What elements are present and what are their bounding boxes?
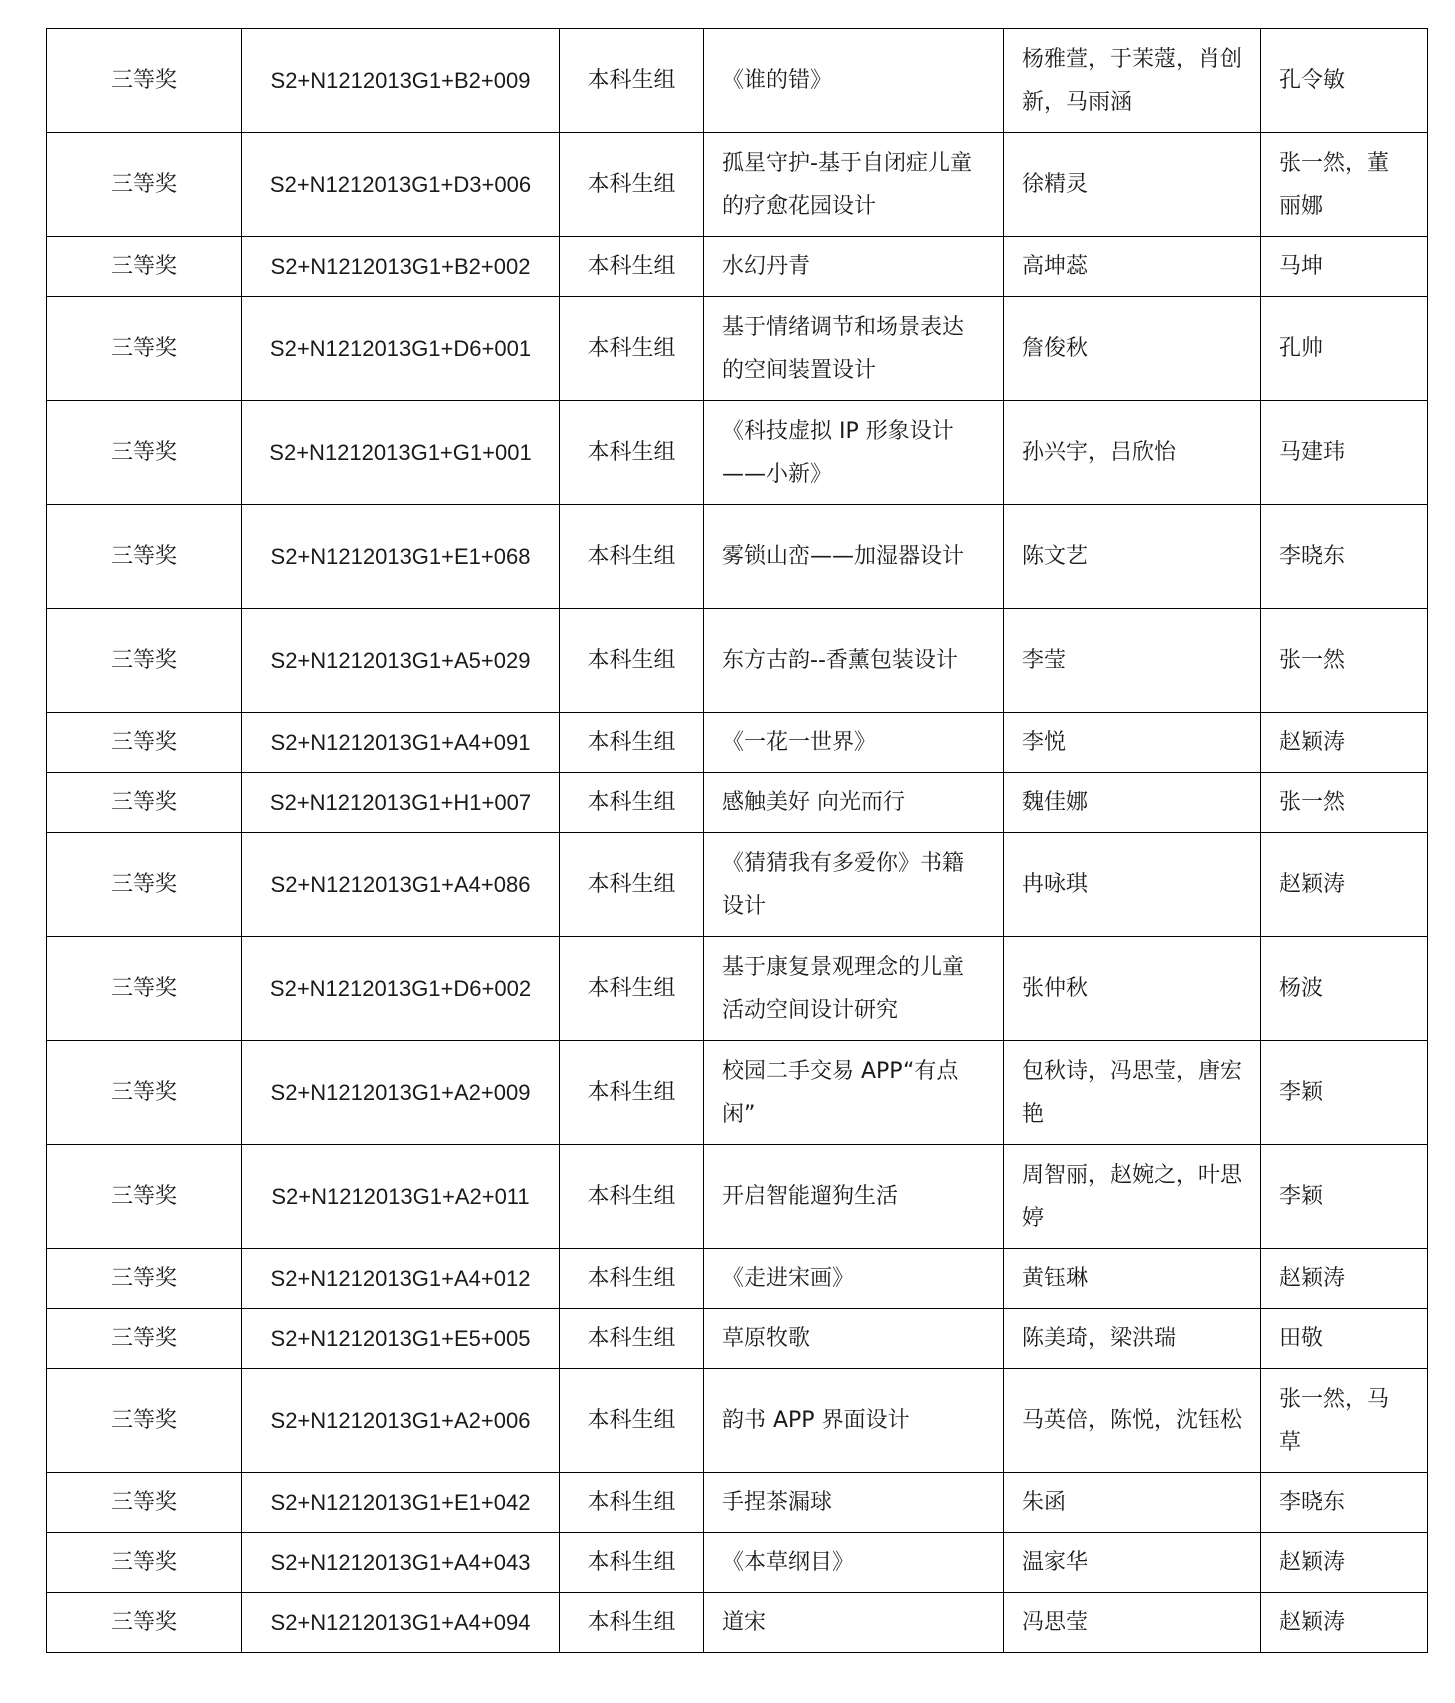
work-title-cell: 韵书 APP 界面设计: [704, 1369, 1004, 1473]
work-title-cell: 感触美好 向光而行: [704, 773, 1004, 833]
work-code-cell: S2+N1212013G1+E1+042: [242, 1473, 560, 1533]
work-code-cell: S2+N1212013G1+A4+091: [242, 713, 560, 773]
group-cell: 本科生组: [560, 1369, 704, 1473]
advisers-cell: 马建玮: [1261, 401, 1428, 505]
advisers-cell: 李颖: [1261, 1041, 1428, 1145]
authors-cell: 温家华: [1004, 1533, 1261, 1593]
group-cell: 本科生组: [560, 505, 704, 609]
prize-cell: 三等奖: [47, 237, 242, 297]
group-cell: 本科生组: [560, 1533, 704, 1593]
prize-cell: 三等奖: [47, 937, 242, 1041]
authors-cell: 高坤蕊: [1004, 237, 1261, 297]
work-title-cell: 手捏茶漏球: [704, 1473, 1004, 1533]
table-row: [47, 1533, 1428, 1593]
advisers-cell: 张一然，马草: [1261, 1369, 1428, 1473]
work-code-cell: S2+N1212013G1+A2+006: [242, 1369, 560, 1473]
work-title-cell: 开启智能遛狗生活: [704, 1145, 1004, 1249]
work-code-cell: S2+N1212013G1+H1+007: [242, 773, 560, 833]
work-code-cell: S2+N1212013G1+A2+009: [242, 1041, 560, 1145]
table-row: [47, 1369, 1428, 1473]
authors-cell: 李悦: [1004, 713, 1261, 773]
table-row: [47, 609, 1428, 713]
prize-cell: 三等奖: [47, 609, 242, 713]
group-cell: 本科生组: [560, 1473, 704, 1533]
work-title-cell: 草原牧歌: [704, 1309, 1004, 1369]
group-cell: 本科生组: [560, 297, 704, 401]
group-cell: 本科生组: [560, 133, 704, 237]
prize-cell: 三等奖: [47, 713, 242, 773]
table-row: [47, 1309, 1428, 1369]
prize-cell: 三等奖: [47, 133, 242, 237]
work-title-cell: 孤星守护-基于自闭症儿童的疗愈花园设计: [704, 133, 1004, 237]
group-cell: 本科生组: [560, 1593, 704, 1653]
prize-cell: 三等奖: [47, 401, 242, 505]
advisers-cell: 赵颖涛: [1261, 1533, 1428, 1593]
group-cell: 本科生组: [560, 29, 704, 133]
table-row: [47, 1249, 1428, 1309]
table-row: [47, 713, 1428, 773]
work-title-cell: 道宋: [704, 1593, 1004, 1653]
advisers-cell: 孔帅: [1261, 297, 1428, 401]
prize-cell: 三等奖: [47, 1041, 242, 1145]
advisers-cell: 赵颖涛: [1261, 1249, 1428, 1309]
table-row: [47, 29, 1428, 133]
authors-cell: 杨雅萱，于茉蔻，肖创新，马雨涵: [1004, 29, 1261, 133]
prize-cell: 三等奖: [47, 297, 242, 401]
table-row: [47, 937, 1428, 1041]
work-title-cell: 东方古韵--香薰包装设计: [704, 609, 1004, 713]
authors-cell: 魏佳娜: [1004, 773, 1261, 833]
group-cell: 本科生组: [560, 713, 704, 773]
work-code-cell: S2+N1212013G1+A4+086: [242, 833, 560, 937]
advisers-cell: 李晓东: [1261, 505, 1428, 609]
advisers-cell: 孔令敏: [1261, 29, 1428, 133]
work-title-cell: 《谁的错》: [704, 29, 1004, 133]
work-title-cell: 雾锁山峦——加湿器设计: [704, 505, 1004, 609]
authors-cell: 黄钰琳: [1004, 1249, 1261, 1309]
work-code-cell: S2+N1212013G1+E5+005: [242, 1309, 560, 1369]
prize-cell: 三等奖: [47, 1473, 242, 1533]
advisers-cell: 田敬: [1261, 1309, 1428, 1369]
work-code-cell: S2+N1212013G1+D3+006: [242, 133, 560, 237]
authors-cell: 冉咏琪: [1004, 833, 1261, 937]
authors-cell: 徐精灵: [1004, 133, 1261, 237]
award-table: [46, 28, 1428, 1653]
group-cell: 本科生组: [560, 773, 704, 833]
work-title-cell: 基于康复景观理念的儿童活动空间设计研究: [704, 937, 1004, 1041]
advisers-cell: 赵颖涛: [1261, 833, 1428, 937]
authors-cell: 周智丽，赵婉之，叶思婷: [1004, 1145, 1261, 1249]
authors-cell: 朱函: [1004, 1473, 1261, 1533]
prize-cell: 三等奖: [47, 833, 242, 937]
work-code-cell: S2+N1212013G1+D6+002: [242, 937, 560, 1041]
work-title-cell: 《本草纲目》: [704, 1533, 1004, 1593]
group-cell: 本科生组: [560, 937, 704, 1041]
advisers-cell: 张一然: [1261, 609, 1428, 713]
advisers-cell: 赵颖涛: [1261, 713, 1428, 773]
work-title-cell: 《走进宋画》: [704, 1249, 1004, 1309]
prize-cell: 三等奖: [47, 505, 242, 609]
work-title-cell: 基于情绪调节和场景表达的空间装置设计: [704, 297, 1004, 401]
authors-cell: 李莹: [1004, 609, 1261, 713]
authors-cell: 冯思莹: [1004, 1593, 1261, 1653]
table-row: [47, 505, 1428, 609]
table-row: [47, 1473, 1428, 1533]
prize-cell: 三等奖: [47, 773, 242, 833]
prize-cell: 三等奖: [47, 29, 242, 133]
work-code-cell: S2+N1212013G1+E1+068: [242, 505, 560, 609]
prize-cell: 三等奖: [47, 1145, 242, 1249]
group-cell: 本科生组: [560, 1309, 704, 1369]
prize-cell: 三等奖: [47, 1249, 242, 1309]
advisers-cell: 赵颖涛: [1261, 1593, 1428, 1653]
advisers-cell: 李晓东: [1261, 1473, 1428, 1533]
group-cell: 本科生组: [560, 609, 704, 713]
advisers-cell: 张一然，董丽娜: [1261, 133, 1428, 237]
authors-cell: 张仲秋: [1004, 937, 1261, 1041]
work-code-cell: S2+N1212013G1+D6+001: [242, 297, 560, 401]
work-code-cell: S2+N1212013G1+B2+002: [242, 237, 560, 297]
prize-cell: 三等奖: [47, 1593, 242, 1653]
work-title-cell: 《猜猜我有多爱你》书籍设计: [704, 833, 1004, 937]
table-row: [47, 1593, 1428, 1653]
advisers-cell: 李颖: [1261, 1145, 1428, 1249]
authors-cell: 孙兴宇，吕欣怡: [1004, 401, 1261, 505]
advisers-cell: 张一然: [1261, 773, 1428, 833]
table-row: [47, 1145, 1428, 1249]
work-title-cell: 水幻丹青: [704, 237, 1004, 297]
authors-cell: 包秋诗，冯思莹，唐宏艳: [1004, 1041, 1261, 1145]
group-cell: 本科生组: [560, 833, 704, 937]
authors-cell: 陈美琦，梁洪瑞: [1004, 1309, 1261, 1369]
authors-cell: 马英倍，陈悦，沈钰松: [1004, 1369, 1261, 1473]
award-table-body: [47, 29, 1428, 1653]
work-code-cell: S2+N1212013G1+B2+009: [242, 29, 560, 133]
table-row: [47, 133, 1428, 237]
prize-cell: 三等奖: [47, 1309, 242, 1369]
table-row: [47, 401, 1428, 505]
document-page: [46, 28, 1427, 1653]
advisers-cell: 杨波: [1261, 937, 1428, 1041]
prize-cell: 三等奖: [47, 1533, 242, 1593]
work-code-cell: S2+N1212013G1+A5+029: [242, 609, 560, 713]
group-cell: 本科生组: [560, 401, 704, 505]
authors-cell: 陈文艺: [1004, 505, 1261, 609]
work-title-cell: 《一花一世界》: [704, 713, 1004, 773]
table-row: [47, 773, 1428, 833]
group-cell: 本科生组: [560, 1249, 704, 1309]
work-code-cell: S2+N1212013G1+A2+011: [242, 1145, 560, 1249]
prize-cell: 三等奖: [47, 1369, 242, 1473]
table-row: [47, 833, 1428, 937]
work-code-cell: S2+N1212013G1+A4+094: [242, 1593, 560, 1653]
table-row: [47, 1041, 1428, 1145]
table-row: [47, 297, 1428, 401]
work-code-cell: S2+N1212013G1+G1+001: [242, 401, 560, 505]
work-code-cell: S2+N1212013G1+A4+043: [242, 1533, 560, 1593]
group-cell: 本科生组: [560, 1145, 704, 1249]
work-title-cell: 校园二手交易 APP“有点闲”: [704, 1041, 1004, 1145]
table-row: [47, 237, 1428, 297]
group-cell: 本科生组: [560, 237, 704, 297]
authors-cell: 詹俊秋: [1004, 297, 1261, 401]
work-title-cell: 《科技虚拟 IP 形象设计——小新》: [704, 401, 1004, 505]
work-code-cell: S2+N1212013G1+A4+012: [242, 1249, 560, 1309]
advisers-cell: 马坤: [1261, 237, 1428, 297]
group-cell: 本科生组: [560, 1041, 704, 1145]
